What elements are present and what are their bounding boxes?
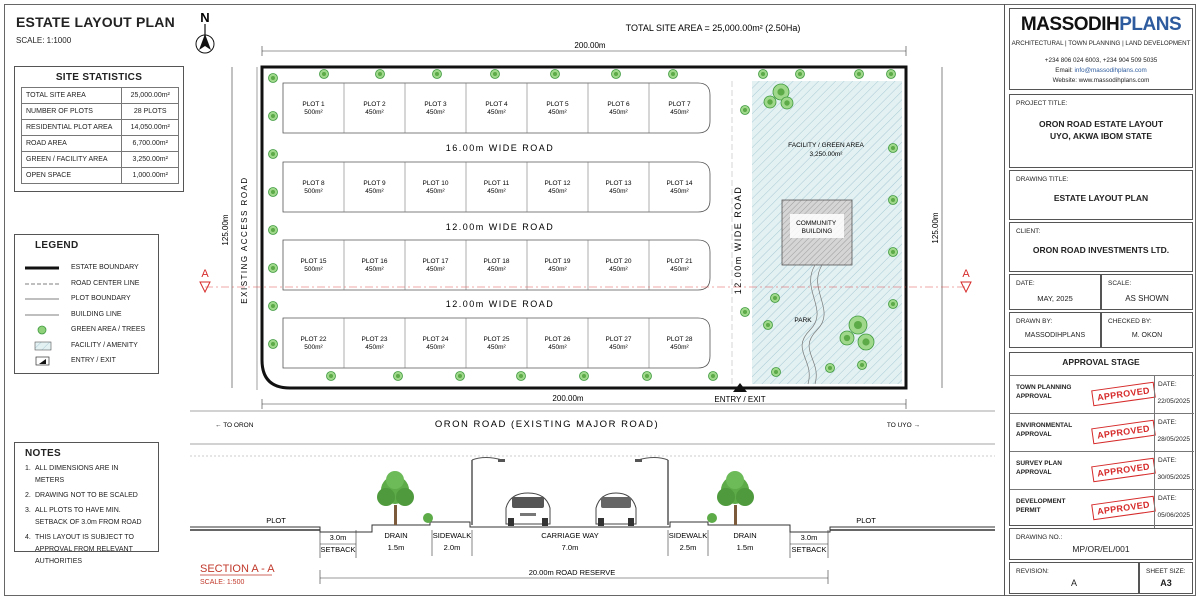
plot-name: PLOT 26: [544, 336, 571, 343]
plot-area: 450m²: [365, 344, 384, 351]
street-light-left-icon: [472, 458, 505, 526]
existing-access-road-label: EXISTING ACCESS ROAD: [240, 176, 249, 304]
plot-name: PLOT 7: [668, 101, 691, 108]
approval-date: 22/05/2025: [1157, 398, 1190, 405]
tree-icon: [669, 70, 678, 79]
section-carriage-way: CARRIAGE WAY: [541, 531, 599, 540]
tree-icon: [643, 372, 652, 381]
site-statistics-title: SITE STATISTICS: [55, 72, 143, 83]
right-dimension: [931, 67, 942, 388]
project-title-cell: PROJECT TITLE: ORON ROAD ESTATE LAYOUT UYO, AKWA IBOM STATE: [1009, 94, 1193, 168]
checked-by-value: M. OKON: [1131, 332, 1163, 339]
plot-area: 450m²: [548, 109, 567, 116]
approved-stamp: APPROVED: [1091, 496, 1156, 521]
date-cell: DATE: MAY, 2025: [1009, 274, 1101, 310]
plot-area: 450m²: [365, 109, 384, 116]
notes-title: NOTES: [25, 448, 61, 459]
plot-area: 450m²: [670, 266, 689, 273]
scale-value: AS SHOWN: [1125, 294, 1169, 303]
drawing-title-cell: DRAWING TITLE: ESTATE LAYOUT PLAN: [1009, 170, 1193, 220]
note-number: 3.: [25, 507, 31, 514]
plot-name: PLOT 6: [607, 101, 630, 108]
approval-stage-name: TOWN PLANNING APPROVAL: [1016, 384, 1072, 400]
page-title: ESTATE LAYOUT PLAN: [16, 14, 175, 30]
plot-block-row: [283, 318, 710, 368]
stats-row: [22, 136, 179, 152]
stats-label: NUMBER OF PLOTS: [22, 104, 122, 120]
tree-icon: [456, 372, 465, 381]
plot-name: PLOT 25: [483, 336, 510, 343]
top-dim-label: 200.00m: [574, 41, 606, 50]
brand-email-link[interactable]: info@massodihplans.com: [1074, 67, 1147, 74]
plot-name: PLOT 21: [666, 258, 693, 265]
stats-row: [22, 152, 179, 168]
client-cell: CLIENT: ORON ROAD INVESTMENTS LTD.: [1009, 222, 1193, 272]
tree-icon: [394, 372, 403, 381]
stats-row: [22, 88, 179, 104]
plot-area: 450m²: [670, 344, 689, 351]
tree-icon: [269, 340, 278, 349]
tree-icon: [764, 321, 773, 330]
tree-icon: [741, 308, 750, 317]
tree-icon: [269, 150, 278, 159]
right-dim-label: 125.00m: [931, 212, 940, 244]
brand-phone: +234 806 024 6003, +234 904 509 5035: [1044, 57, 1158, 64]
approval-stage-title: APPROVAL STAGE: [1062, 357, 1140, 367]
plot-area: 450m²: [487, 266, 506, 273]
svg-text:A: A: [201, 268, 209, 280]
tree-icon: [269, 226, 278, 235]
note-item: [25, 463, 148, 487]
section-plot-left: PLOT: [266, 516, 286, 525]
legend-title: LEGEND: [35, 240, 79, 251]
plot-block-row: [283, 240, 710, 290]
plot-name: PLOT 5: [546, 101, 569, 108]
approval-date-label: DATE:: [1158, 381, 1177, 388]
section-setback-left-dim: 3.0m: [329, 533, 347, 542]
section-marker-right: [961, 268, 971, 292]
entry-exit-label: ENTRY / EXIT: [714, 395, 766, 404]
legend-item-label: ESTATE BOUNDARY: [71, 264, 139, 271]
tree-icon: [759, 70, 768, 79]
stats-row: [22, 168, 179, 184]
note-item: [25, 505, 148, 529]
tree-icon: [840, 331, 854, 345]
plot-name: PLOT 15: [300, 258, 327, 265]
plot-name: PLOT 24: [422, 336, 449, 343]
road-label-1: 16.00m WIDE ROAD: [445, 143, 555, 153]
approval-divider: [1154, 452, 1155, 490]
approval-stage-panel: [1009, 352, 1193, 526]
drawing-number-cell: DRAWING NO.: MP/OR/EL/001: [1009, 528, 1193, 560]
approval-row: [1010, 375, 1194, 413]
tree-icon: [376, 70, 385, 79]
brand-email: Email: info@massodihplans.com: [1055, 67, 1147, 74]
road-label-2: 12.00m WIDE ROAD: [445, 222, 555, 232]
plot-name: PLOT 4: [485, 101, 508, 108]
tree-icon: [849, 316, 867, 334]
existing-access-road: [240, 67, 257, 390]
note-number: 2.: [25, 492, 31, 499]
approval-date-label: DATE:: [1158, 457, 1177, 464]
notes-panel: [14, 442, 159, 565]
section-tree-left: [377, 471, 414, 525]
plot-name: PLOT 14: [666, 180, 693, 187]
drawn-by-value: MASSODIHPLANS: [1024, 332, 1086, 339]
plot-area: 450m²: [670, 109, 689, 116]
plot-name: PLOT 8: [302, 180, 325, 187]
legend-item: [25, 279, 155, 291]
stats-label: ROAD AREA: [22, 136, 122, 152]
plot-block-row: [283, 83, 710, 133]
vertical-road-label: 12.00m WIDE ROAD: [733, 185, 743, 295]
plot-name: PLOT 2: [363, 101, 386, 108]
dashed-line: [25, 281, 59, 289]
plot-name: PLOT 3: [424, 101, 447, 108]
tree-icon: [269, 264, 278, 273]
note-number: 1.: [25, 465, 31, 472]
entry-icon: [25, 356, 59, 368]
plot-area: 450m²: [487, 188, 506, 195]
approval-stage-name: DEVELOPMENT PERMIT: [1016, 498, 1066, 514]
stats-label: GREEN / FACILITY AREA: [22, 152, 122, 168]
approval-stage-name: ENVIRONMENTAL APPROVAL: [1016, 422, 1073, 438]
plot-area: 450m²: [609, 109, 628, 116]
plot-area: 450m²: [365, 188, 384, 195]
plot-area: 450m²: [609, 344, 628, 351]
plot-name: PLOT 12: [544, 180, 571, 187]
legend-item-label: GREEN AREA / TREES: [71, 326, 146, 333]
plot-area: 450m²: [548, 188, 567, 195]
approval-row: [1010, 413, 1194, 451]
title-block: [1004, 4, 1196, 596]
tree-icon: [889, 196, 898, 205]
brand-logo: MASSODIHPLANS: [1020, 14, 1182, 35]
tree-icon: [551, 70, 560, 79]
total-site-area: TOTAL SITE AREA = 25,000.00m² (2.50Ha): [625, 23, 801, 33]
tree-icon: [741, 106, 750, 115]
drawing-number: MP/OR/EL/001: [1072, 544, 1130, 554]
thick-line: [25, 265, 59, 273]
approved-stamp: APPROVED: [1091, 420, 1156, 445]
legend-item-label: ENTRY / EXIT: [71, 357, 116, 364]
stats-value: 14,050.00m²: [122, 120, 179, 136]
legend-item: [25, 294, 155, 306]
section-sidewalk-left: SIDEWALK: [432, 531, 472, 540]
plot-name: PLOT 27: [605, 336, 632, 343]
section-setback-right: SETBACK: [791, 545, 827, 554]
project-title-line1: ORON ROAD ESTATE LAYOUT: [1038, 119, 1164, 129]
plot-area: 500m²: [304, 188, 323, 195]
road-label-3: 12.00m WIDE ROAD: [445, 299, 555, 309]
sheet-size-value: A3: [1160, 578, 1172, 588]
revision-value: A: [1070, 578, 1077, 588]
approval-date: 05/06/2025: [1157, 512, 1190, 519]
plot-name: PLOT 16: [361, 258, 388, 265]
tree-icon: [327, 372, 336, 381]
plot-area: 450m²: [548, 344, 567, 351]
stats-value: 6,700.00m²: [122, 136, 179, 152]
section-sidewalk-left-dim: 2.0m: [443, 543, 461, 552]
facility-label: FACILITY / GREEN AREA: [788, 142, 864, 149]
legend-item-label: PLOT BOUNDARY: [71, 295, 131, 302]
approval-stage-name: SURVEY PLAN APPROVAL: [1016, 460, 1062, 476]
plot-area: 450m²: [426, 188, 445, 195]
legend-panel: [14, 234, 159, 374]
to-oron-label: ← TO ORON: [215, 422, 254, 429]
estate-plan-drawing: [185, 0, 1000, 600]
tree-icon: [781, 97, 793, 109]
plot-area: 450m²: [548, 266, 567, 273]
note-number: 4.: [25, 534, 31, 541]
plot-area: 500m²: [304, 109, 323, 116]
thin-line: [25, 312, 59, 320]
legend-item: [25, 310, 155, 322]
scale-cell: SCALE: AS SHOWN: [1101, 274, 1193, 310]
tree-icon: [269, 188, 278, 197]
plot-area: 450m²: [609, 266, 628, 273]
plot-name: PLOT 28: [666, 336, 693, 343]
note-text: THIS LAYOUT IS SUBJECT TO APPROVAL FROM RELEVANT AUTHORITIES: [35, 534, 134, 565]
north-arrow-icon: [196, 10, 214, 53]
plot-name: PLOT 1: [302, 101, 325, 108]
approval-divider: [1154, 490, 1155, 528]
plot-name: PLOT 11: [483, 180, 510, 187]
brand-website[interactable]: Website: www.massodihplans.com: [1052, 77, 1150, 84]
site-statistics-panel: [14, 66, 184, 192]
plot-area: 500m²: [304, 266, 323, 273]
notes-list: [15, 463, 158, 568]
park-label: PARK: [794, 317, 812, 324]
plot-area: 450m²: [487, 344, 506, 351]
tree-icon: [796, 70, 805, 79]
section-setback-right-dim: 3.0m: [800, 533, 818, 542]
stats-value: 25,000.00m²: [122, 88, 179, 104]
note-item: [25, 532, 148, 568]
tree-icon: [772, 368, 781, 377]
section-drain-right: DRAIN: [733, 531, 757, 540]
plot-area: 450m²: [426, 344, 445, 351]
stats-label: RESIDENTIAL PLOT AREA: [22, 120, 122, 136]
top-dimension: [262, 41, 906, 56]
plot-area: 450m²: [365, 266, 384, 273]
approval-date: 30/05/2025: [1157, 474, 1190, 481]
section-tree-right: [717, 471, 754, 525]
plot-name: PLOT 20: [605, 258, 632, 265]
section-drain-left-dim: 1.5m: [387, 543, 405, 552]
tree-icon: [889, 248, 898, 257]
street-light-right-icon: [635, 458, 668, 526]
tree-icon: [858, 334, 874, 350]
plot-name: PLOT 9: [363, 180, 386, 187]
approval-date-label: DATE:: [1158, 495, 1177, 502]
plot-name: PLOT 17: [422, 258, 449, 265]
plot-name: PLOT 23: [361, 336, 388, 343]
tree-icon: [269, 74, 278, 83]
plot-area: 450m²: [487, 109, 506, 116]
plot-name: PLOT 22: [300, 336, 327, 343]
svg-text:A: A: [962, 268, 970, 280]
thin-line: [25, 296, 59, 304]
stats-label: OPEN SPACE: [22, 168, 122, 184]
section-sidewalk-right: SIDEWALK: [668, 531, 708, 540]
tree-icon: [25, 325, 59, 337]
page-scale: SCALE: 1:1000: [16, 36, 72, 45]
stats-value: 3,250.00m²: [122, 152, 179, 168]
section-title: SECTION A - A: [200, 563, 275, 575]
checked-by-cell: CHECKED BY: M. OKON: [1101, 312, 1193, 348]
approval-row: [1010, 451, 1194, 489]
approval-row: [1010, 489, 1194, 527]
section-plot-right: PLOT: [856, 516, 876, 525]
client-name: ORON ROAD INVESTMENTS LTD.: [1032, 245, 1170, 255]
tree-icon: [889, 300, 898, 309]
tree-icon: [855, 70, 864, 79]
tree-icon: [826, 364, 835, 373]
note-item: [25, 490, 148, 502]
project-title-line2: UYO, AKWA IBOM STATE: [1050, 131, 1152, 141]
tree-icon: [709, 372, 718, 381]
plot-area: 450m²: [670, 188, 689, 195]
legend-item: [25, 341, 155, 353]
tree-icon: [889, 144, 898, 153]
legend-item: [25, 356, 155, 368]
approval-divider: [1154, 376, 1155, 414]
tree-icon: [269, 112, 278, 121]
approved-stamp: APPROVED: [1091, 382, 1156, 407]
section-sidewalk-right-dim: 2.5m: [679, 543, 697, 552]
stats-row: [22, 120, 179, 136]
facility-area: 3,250.00m²: [809, 151, 843, 158]
site-statistics-table: [21, 87, 179, 184]
plot-area: 500m²: [304, 344, 323, 351]
left-dimension: [221, 67, 232, 388]
section-road-reserve: 20.00m ROAD RESERVE: [528, 568, 616, 577]
bottom-dim-label: 200.00m: [552, 394, 584, 403]
tree-icon: [771, 294, 780, 303]
community-building-label: COMMUNITY BUILDING: [796, 220, 837, 235]
drawn-by-cell: DRAWN BY: MASSODIHPLANS: [1009, 312, 1101, 348]
stats-value: 28 PLOTS: [122, 104, 179, 120]
tree-icon: [517, 372, 526, 381]
tree-icon: [491, 70, 500, 79]
plot-area: 450m²: [426, 266, 445, 273]
date-value: MAY, 2025: [1037, 294, 1073, 303]
plot-name: PLOT 10: [422, 180, 449, 187]
stats-row: [22, 104, 179, 120]
drawing-title: ESTATE LAYOUT PLAN: [1053, 193, 1149, 203]
tree-icon: [887, 70, 896, 79]
tree-icon: [858, 361, 867, 370]
note-text: ALL DIMENSIONS ARE IN METERS: [35, 465, 119, 484]
stats-value: 1,000.00m²: [122, 168, 179, 184]
section-drain-left: DRAIN: [384, 531, 408, 540]
brand-block: [1009, 8, 1193, 90]
plot-block-row: [283, 162, 710, 212]
legend-item-label: ROAD CENTER LINE: [71, 279, 140, 287]
tree-icon: [764, 96, 776, 108]
section-setback-left: SETBACK: [320, 545, 356, 554]
stats-label: TOTAL SITE AREA: [22, 88, 122, 104]
approval-date: 28/05/2025: [1157, 436, 1190, 443]
note-text: ALL PLOTS TO HAVE MIN. SETBACK OF 3.0m FROM ROAD: [35, 507, 142, 526]
section-scale: SCALE: 1:500: [200, 579, 245, 586]
approval-divider: [1154, 414, 1155, 452]
plot-area: 450m²: [426, 109, 445, 116]
to-uyo-label: TO UYO →: [886, 422, 920, 429]
approved-stamp: APPROVED: [1091, 458, 1156, 483]
revision-cell: REVISION: A: [1009, 562, 1139, 594]
section-marker-left: [200, 268, 210, 292]
oron-road-label: ORON ROAD (EXISTING MAJOR ROAD): [434, 419, 660, 430]
north-label: N: [200, 10, 210, 25]
tree-icon: [269, 302, 278, 311]
legend-item-label: FACILITY / AMENITY: [71, 341, 138, 349]
car-right-icon: [596, 493, 636, 526]
legend-item: [25, 325, 155, 337]
sheet-size-cell: SHEET SIZE: A3: [1139, 562, 1193, 594]
note-text: DRAWING NOT TO BE SCALED: [35, 492, 138, 499]
plot-name: PLOT 18: [483, 258, 510, 265]
section-shrub-right: [707, 513, 717, 523]
left-dim-label: 125.00m: [221, 214, 230, 246]
approval-date-label: DATE:: [1158, 419, 1177, 426]
tree-icon: [612, 70, 621, 79]
section-drain-right-dim: 1.5m: [736, 543, 754, 552]
plot-name: PLOT 13: [605, 180, 632, 187]
tree-icon: [433, 70, 442, 79]
car-left-icon: [506, 493, 550, 526]
tree-icon: [320, 70, 329, 79]
section-carriage-dim: 7.0m: [561, 543, 579, 552]
brand-tagline: ARCHITECTURAL | TOWN PLANNING | LAND DEVELOPMENT: [1011, 40, 1191, 47]
tree-icon: [580, 372, 589, 381]
section-a-a-drawing: [190, 456, 995, 584]
legend-item-label: BUILDING LINE: [71, 310, 122, 318]
legend-item: [25, 263, 155, 275]
hatch-box: [25, 341, 59, 353]
plot-name: PLOT 19: [544, 258, 571, 265]
section-shrub-left: [423, 513, 433, 523]
plot-area: 450m²: [609, 188, 628, 195]
